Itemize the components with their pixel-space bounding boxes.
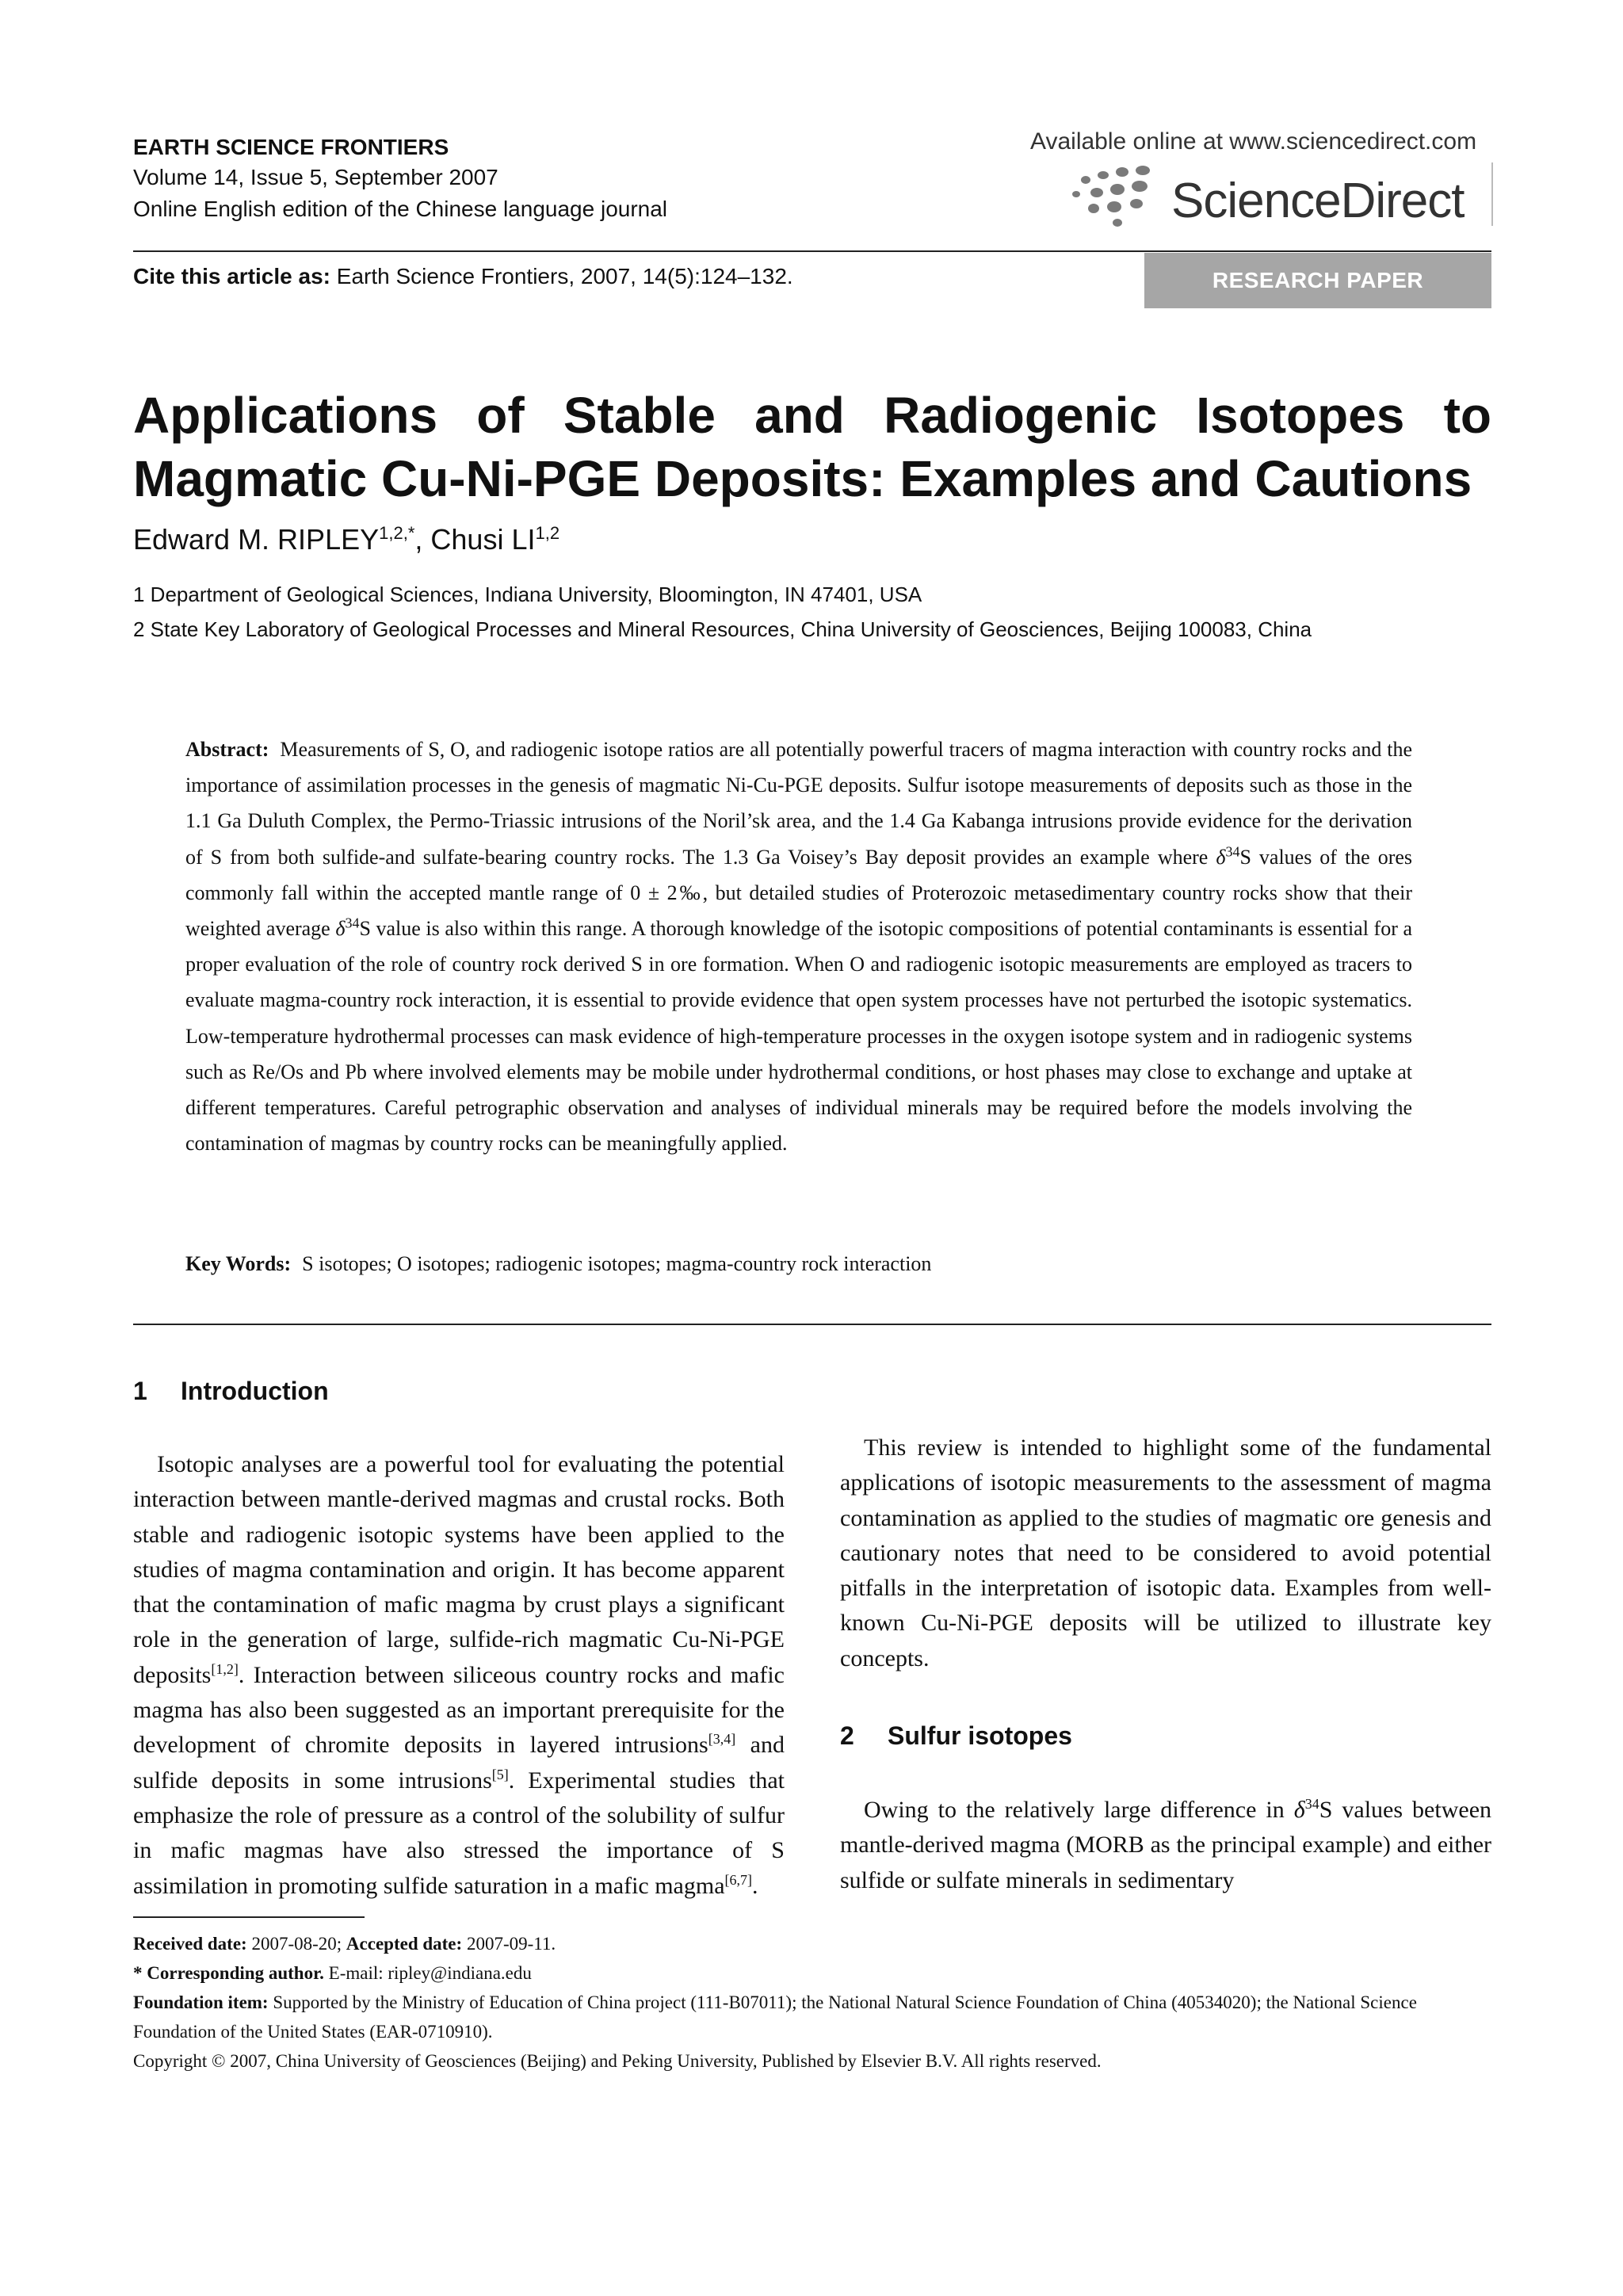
volume-line: Volume 14, Issue 5, September 2007 <box>133 165 498 189</box>
available-online-text: Available online at www.sciencedirect.com <box>1030 128 1477 155</box>
author-1-affil: 1,2,* <box>379 523 415 543</box>
footnotes <box>133 1929 1491 2076</box>
journal-name: EARTH SCIENCE FRONTIERS <box>133 135 449 159</box>
abstract-text-2: S values of the ores commonly fall within the accepted mantle range of 0 ± 2‰, but detailed studies of Proterozoic metasedimentary country rocks show that their weighted average <box>185 845 1413 941</box>
body-text: and sulfide deposits in some intrusions <box>133 1732 785 1794</box>
author-separator: , <box>414 523 431 556</box>
received-label: Received date: <box>133 1934 247 1954</box>
cite-label: Cite this article as: <box>133 264 330 288</box>
corresponding-footnote <box>133 1958 1491 1988</box>
cite-line <box>133 264 793 289</box>
abstract-label: Abstract: <box>185 738 269 761</box>
corresponding-label: * Corresponding author. <box>133 1963 324 1983</box>
foundation-text: Supported by the Ministry of Education of China project (111-B07011); the National Natural Science Foundation of China (40534020); the National Science Foundation of the United States (EAR-0710910). <box>133 1992 1417 2042</box>
header-rule <box>133 250 1491 252</box>
foundation-footnote <box>133 1988 1491 2046</box>
body-text: Owing to the relatively large difference in <box>864 1797 1285 1823</box>
section-number: 1 <box>133 1377 147 1405</box>
author-2-affil: 1,2 <box>535 523 560 543</box>
section-2-heading <box>840 1721 1072 1751</box>
cite-text: Earth Science Frontiers, 2007, 14(5):124–132. <box>336 264 793 288</box>
accepted-label: Accepted date: <box>346 1934 463 1954</box>
author-1: Edward M. RIPLEY <box>133 523 380 556</box>
sulfur-paragraph <box>840 1793 1491 1898</box>
copyright-footnote: Copyright © 2007, China University of Geosciences (Beijing) and Peking University, Published by Elsevier B.V. All rights reserved. <box>133 2051 1102 2071</box>
abstract <box>185 732 1412 1161</box>
body-text: . <box>752 1872 758 1899</box>
section-title: Introduction <box>181 1377 329 1405</box>
isotope-superscript: 34 <box>1225 842 1240 859</box>
section-title: Sulfur isotopes <box>888 1721 1072 1750</box>
affiliation-2: 2 State Key Laboratory of Geological Processes and Mineral Resources, China University of Geosciences, Beijing 100083, China <box>133 617 1312 641</box>
citation: [5] <box>491 1766 509 1782</box>
sciencedirect-logo-text: ScienceDirect <box>1171 174 1465 228</box>
citation: [1,2] <box>211 1660 239 1677</box>
logo-divider <box>1491 162 1493 226</box>
author-2: Chusi LI <box>430 523 536 556</box>
body-text: . Interaction between siliceous country rocks and mafic magma has also been suggested as an important prerequisite for the development of chromite deposits in layered intrusions <box>133 1661 785 1759</box>
title-line-1: Applications of Stable and Radiogenic Isotopes to <box>133 387 1491 444</box>
received-date: 2007-08-20; <box>251 1934 342 1954</box>
title-line-2: Magmatic Cu-Ni-PGE Deposits: Examples and Cautions <box>133 450 1472 507</box>
article-type-badge: RESEARCH PAPER <box>1144 253 1491 308</box>
citation: [3,4] <box>708 1731 736 1748</box>
abstract-text-1: Measurements of S, O, and radiogenic isotope ratios are all potentially powerful tracers of magma interaction with country rocks and the importance of assimilation processes in the genesis of magmatic Ni-Cu-PGE deposits. Sulfur isotope measurements of deposits such as those in the 1.1 Ga Duluth Complex, the Permo-Triassic intrusions of the Noril’sk area, and the 1.4 Ga Kabanga intrusions provide evidence for the derivation of S from both sulfide-and sulfate-bearing country rocks. The 1.3 Ga Voisey’s Bay deposit provides an example where <box>185 738 1412 869</box>
body-text: Isotopic analyses are a powerful tool for evaluating the potential interaction between mantle-derived magmas and crustal rocks. Both stable and radiogenic isotopic systems have been applied to the studies of magma contamination and origin. It has become apparent that the contamination of mafic magma by crust plays a significant role in the generation of large, sulfide-rich magmatic Cu-Ni-PGE deposits <box>133 1451 785 1688</box>
abstract-text-3: S value is also within this range. A thorough knowledge of the isotopic compositions of potential contaminants is essential for a proper evaluation of the role of country rock derived S in ore formation. When O and radiogenic isotopic measurements are employed as tracers to evaluate magma-country rock interaction, it is essential to provide evidence that open system processes have not perturbed the isotopic systematics. Low-temperature hydrothermal processes can mask evidence of high-temperature processes in the oxygen isotope system and in radiogenic systems such as Re/Os and Pb where involved elements may be mobile under hydrothermal conditions, or host phases may close to exchange and uptake at different temperatures. Careful petrographic observation and analyses of individual minerals may be required before the models involving the contamination of magmas by country rocks can be meaningfully applied. <box>185 917 1413 1156</box>
keywords-text: S isotopes; O isotopes; radiogenic isotopes; magma-country rock interaction <box>302 1252 932 1275</box>
section-number: 2 <box>840 1721 854 1750</box>
delta-symbol: δ <box>1293 1797 1305 1823</box>
isotope-superscript: 34 <box>1304 1796 1319 1812</box>
article-title <box>133 384 1491 510</box>
journal-info <box>133 133 926 225</box>
intro-paragraph <box>133 1447 785 1904</box>
body-text: S values between mantle-derived magma (MORB as the principal example) and either sulfide or sulfate minerals in sedimentary <box>840 1797 1492 1893</box>
edition-line: Online English edition of the Chinese language journal <box>133 197 668 221</box>
corresponding-email: E-mail: ripley@indiana.edu <box>328 1963 532 1983</box>
review-paragraph <box>840 1361 1491 1676</box>
abstract-rule <box>133 1324 1491 1325</box>
review-text: This review is intended to highlight some of the fundamental applications of isotopic measurements to the assessment of magma contamination as applied to the studies of magmatic ore genesis and cautionary notes that need to be considered to avoid potential pitfalls in the interpretation of isotopic data. Examples from well-known Cu-Ni-PGE deposits will be utilized to illustrate key concepts. <box>840 1435 1491 1671</box>
keywords-label: Key Words: <box>185 1252 292 1275</box>
delta-symbol: δ <box>335 917 346 941</box>
body-text: . Experimental studies that emphasize the role of pressure as a control of the solubility of sulfur in mafic magmas have also stressed the importance of S assimilation in promoting sulfide saturation in a mafic magma <box>133 1767 785 1899</box>
affiliation-1: 1 Department of Geological Sciences, Indiana University, Bloomington, IN 47401, USA <box>133 583 922 606</box>
accepted-date: 2007-09-11. <box>466 1934 556 1954</box>
keywords <box>185 1252 931 1276</box>
author-list <box>133 523 559 556</box>
section-1-heading <box>133 1377 329 1406</box>
dates-footnote <box>133 1929 1491 1958</box>
citation: [6,7] <box>724 1871 753 1888</box>
foundation-label: Foundation item: <box>133 1992 269 2012</box>
isotope-superscript: 34 <box>345 915 360 931</box>
delta-symbol: δ <box>1216 845 1226 869</box>
footnote-rule <box>133 1916 365 1918</box>
